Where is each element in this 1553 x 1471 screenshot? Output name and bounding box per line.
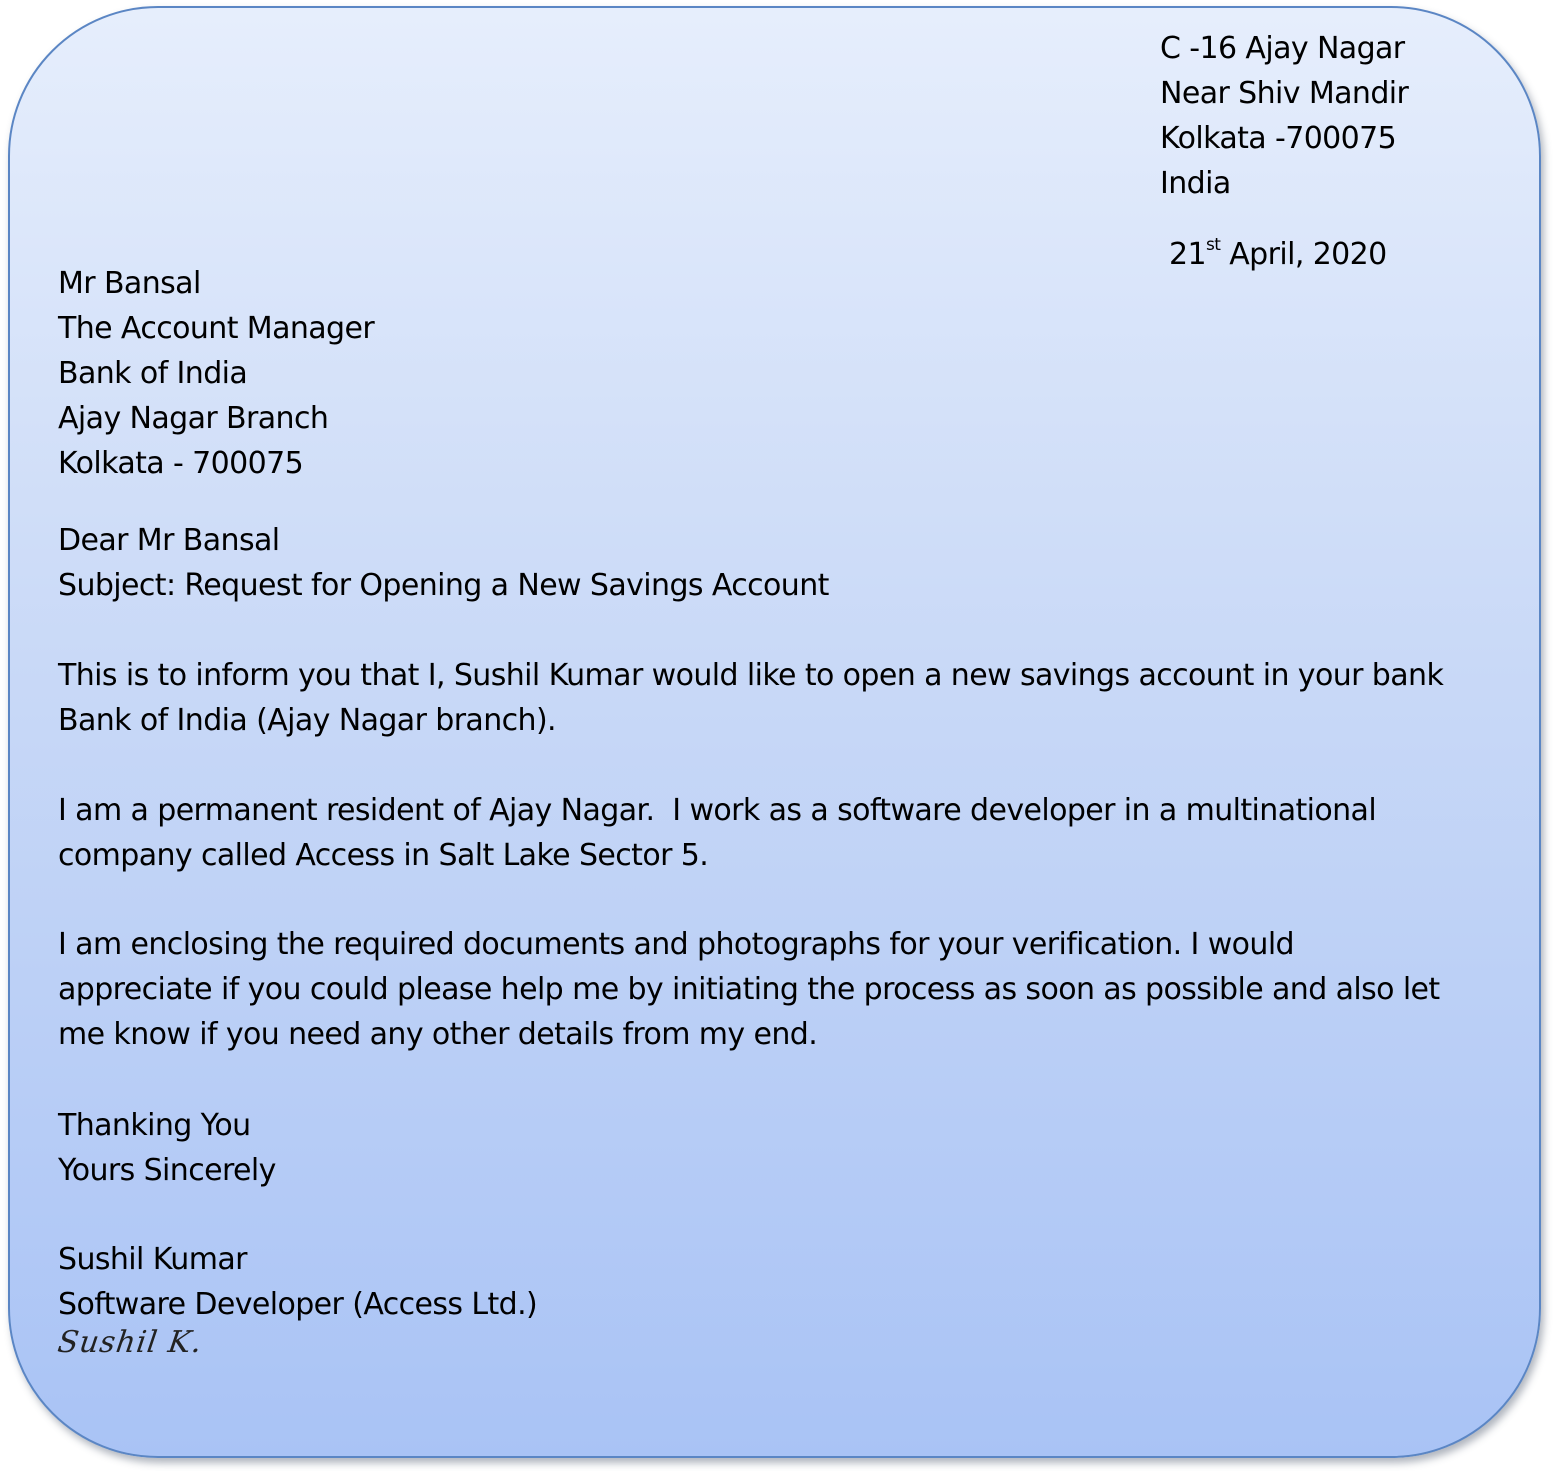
signatory-name: Sushil Kumar [58,1242,247,1277]
recipient-line: The Account Manager [58,311,375,346]
closing-line: Thanking You [58,1108,251,1143]
paragraph-line: This is to inform you that I, Sushil Kumar would like to open a new savings account in your bank [58,658,1444,693]
body-paragraph-2 [58,788,1376,878]
recipient-line: Mr Bansal [58,266,201,301]
paragraph-line: appreciate if you could please help me by initiating the process as soon as possible and also let [58,972,1440,1007]
body-paragraph-1 [58,653,1443,743]
signatory-title: Software Developer (Access Ltd.) [58,1287,538,1322]
letter-date [1169,232,1387,277]
closing-line: Yours Sincerely [58,1153,276,1188]
handwritten-signature: Sushil K. [55,1325,205,1360]
paragraph-line: I am enclosing the required documents and photographs for your verification. I would [58,927,1294,962]
body-paragraph-3 [58,922,1440,1057]
sender-address-line: Kolkata -700075 [1160,121,1397,156]
salutation-block [58,518,829,608]
recipient-address [58,261,374,486]
paragraph-line: me know if you need any other details from my end. [58,1017,818,1052]
paragraph-line: I am a permanent resident of Ajay Nagar. I work as a software developer in a multinational [58,793,1377,828]
recipient-line: Bank of India [58,356,248,391]
paragraph-line: Bank of India (Ajay Nagar branch). [58,703,556,738]
salutation: Dear Mr Bansal [58,523,280,558]
paragraph-line: company called Access in Salt Lake Sector 5. [58,838,709,873]
sender-address [1160,26,1408,206]
date-rest: April, 2020 [1220,237,1387,272]
recipient-line: Kolkata - 700075 [58,446,304,481]
closing-block [58,1103,276,1193]
subject-line: Subject: Request for Opening a New Savings Account [58,568,829,603]
recipient-line: Ajay Nagar Branch [58,401,329,436]
sender-address-line: C -16 Ajay Nagar [1160,31,1405,66]
sender-address-line: India [1160,166,1231,201]
signatory-block [58,1237,537,1327]
date-day: 21 [1169,237,1206,272]
date-suffix: st [1205,235,1221,255]
sender-address-line: Near Shiv Mandir [1160,76,1409,111]
